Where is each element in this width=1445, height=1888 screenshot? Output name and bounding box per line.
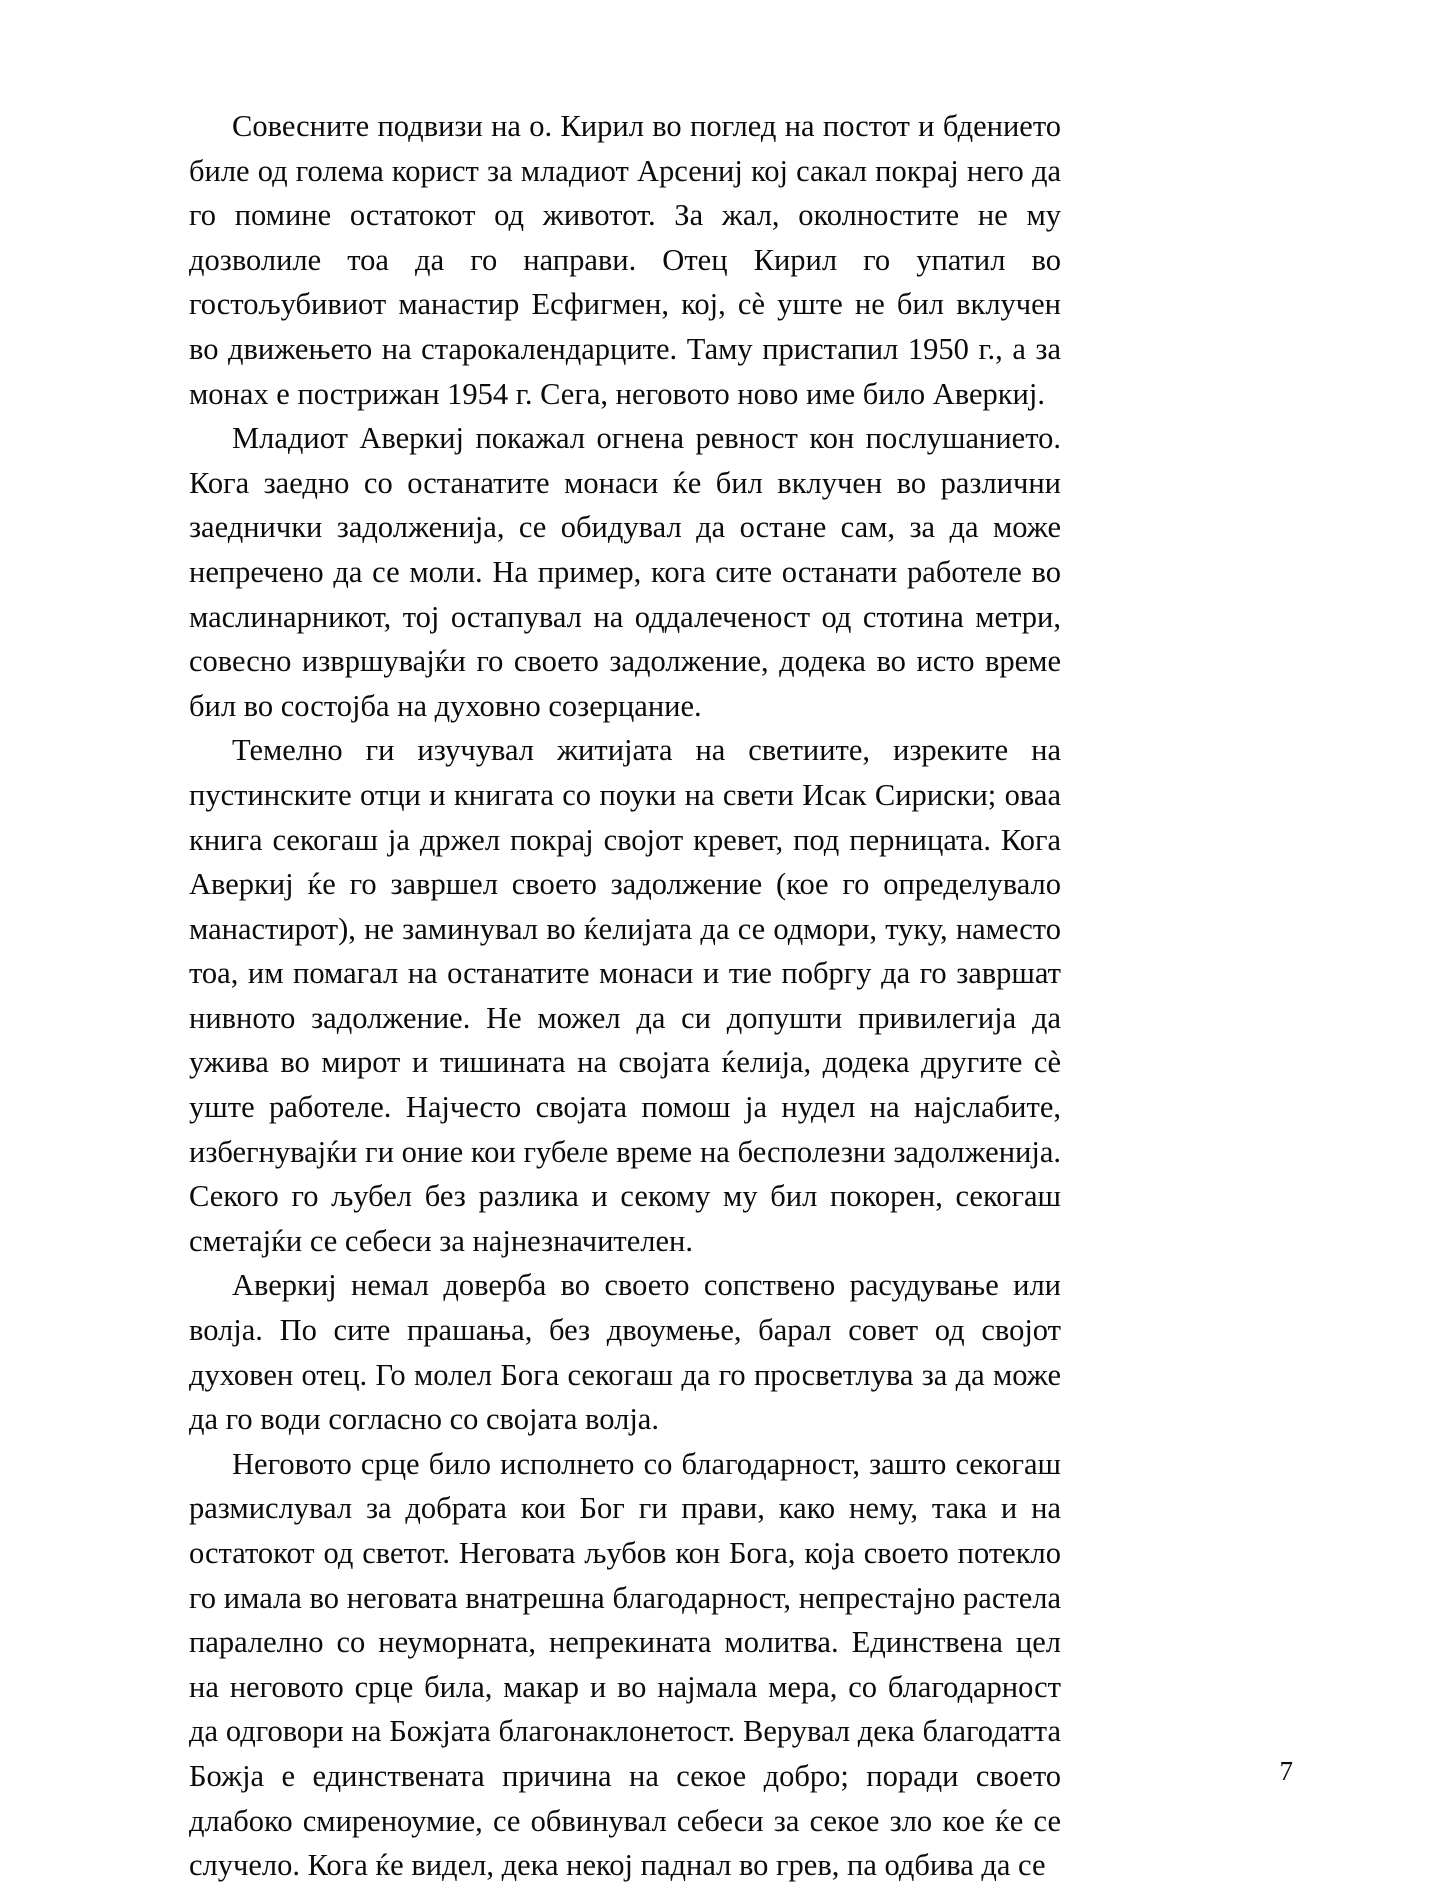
page-body-text [189,104,1061,1888]
page-number: 7 [1279,1756,1293,1786]
paragraph-3: Темелно ги изучувал житијата на светиите, изреките на пустинските отци и книгата со поуки на свети Исак Сириски; оваа книга секогаш ја држел покрај својот кревет, под перницата. Кога Аверкиј ќе го завршел своето задолжение (кое го определувало манастирот), не заминувал во ќелијата да се одмори, туку, наместо тоа, им помагал на останатите монаси и тие побргу да го завршат нивното задолжение. Не можел да си допушти привилегија да ужива во мирот и тишината на својата ќелија, додека другите сѐ уште работеле. Најчесто својата помош ја нудел на најслабите, избегнувајќи ги оние кои губеле време на бесполезни задолженија. Секого го љубел без разлика и секому му бил покорен, секогаш сметајќи се себеси за најнезначителен. [189,733,1061,1258]
paragraph-5: Неговото срце било исполнето со благодарност, зашто секогаш размислувал за добрата кои Бог ги прави, како нему, така и на остатокот од светот. Неговата љубов кон Бога, која своето потекло го имала во неговата внатрешна благодарност, непрестајно растела паралелно со неуморната, непрекината молитва. Единствена цел на неговото срце била, макар и во најмала мера, со благодарност да одговори на Божјата благонаклонетост. Верувал дека благодатта Божја е единствената причина на секое добро; поради своето длабоко смиреноумие, се обвинувал себеси за секое зло кое ќе се случело. Кога ќе видел, дека некој паднал во грев, па одбива да се [189,1446,1061,1883]
paragraph-1: Совесните подвизи на о. Кирил во поглед на постот и бдението биле од голема корист за младиот Арсениј кој сакал покрај него да го помине остатокот од животот. За жал, околностите не му дозволиле тоа да го направи. Отец Кирил го упатил во гостољубивиот манастир Есфигмен, кој, сѐ уште не бил вклучен во движењето на старокалендарците. Таму пристапил 1950 г., а за монах е пострижан 1954 г. Сега, неговото ново име било Аверкиј. [189,109,1061,411]
paragraph-2: Младиот Аверкиј покажал огнена ревност кон послушанието. Кога заедно со останатите монаси ќе бил вклучен во различни заеднички задолженија, се обидувал да остане сам, за да може непречено да се моли. На пример, кога сите останати работеле во маслинарникот, тој остапувал на оддалеченост од стотина метри, совесно извршувајќи го своето задолжение, додека во исто време бил во состојба на духовно созерцание. [189,421,1061,723]
paragraph-4: Аверкиј немал доверба во своето сопствено расудување или волја. По сите прашања, без двоумење, барал совет од својот духовен отец. Го молел Бога секогаш да го просветлува за да може да го води согласно со својата волја. [189,1268,1061,1437]
